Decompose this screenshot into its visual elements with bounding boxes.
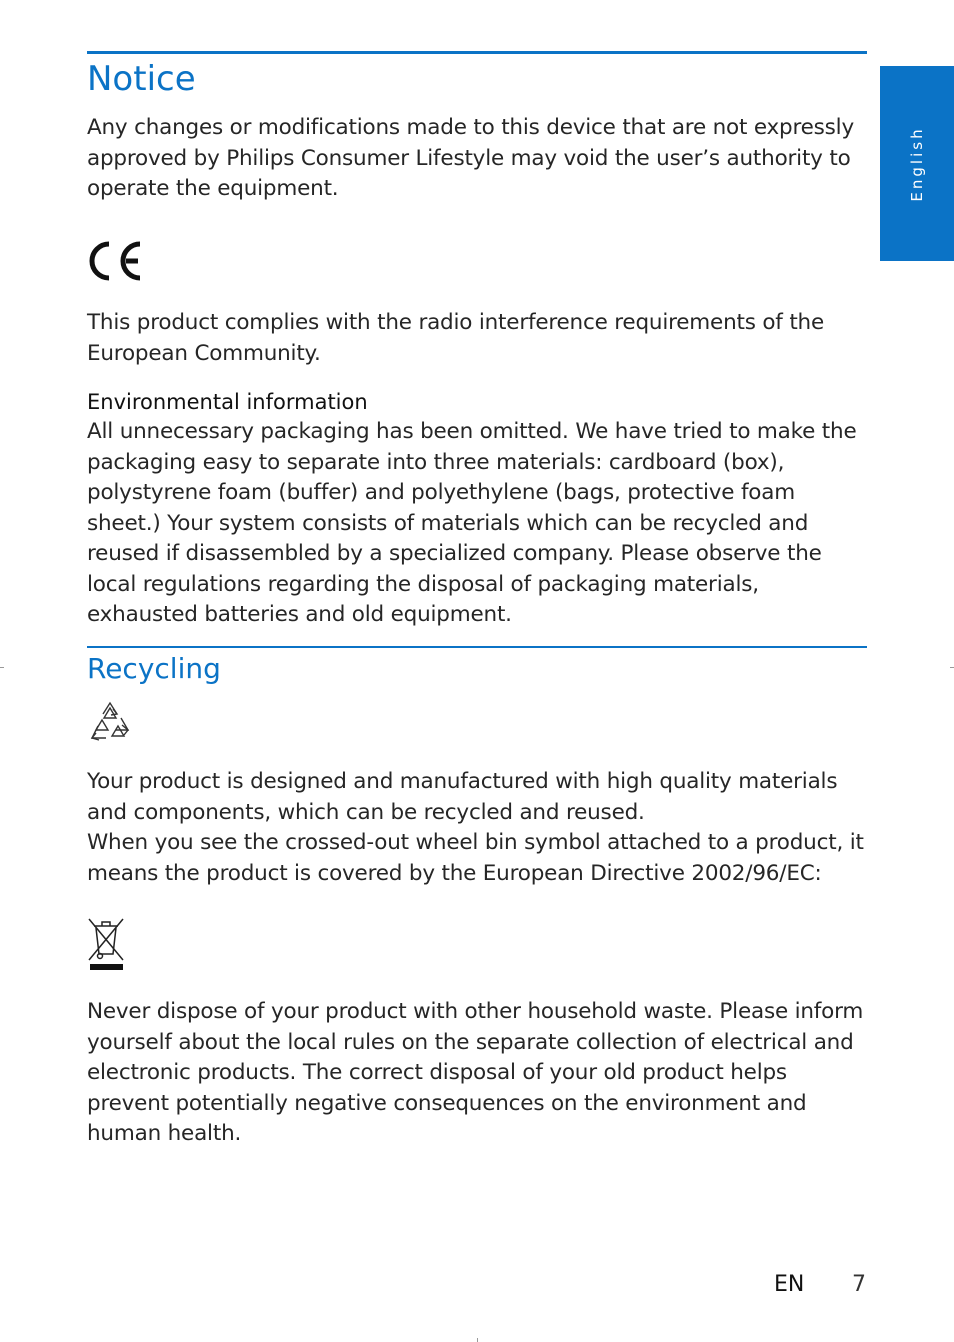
top-rule bbox=[87, 51, 867, 54]
page-number: 7 bbox=[852, 1272, 866, 1297]
crop-mark-left bbox=[0, 667, 4, 668]
ce-compliance-text: This product complies with the radio interference requirements of the European Community. bbox=[87, 310, 824, 366]
crop-mark-right bbox=[950, 667, 954, 668]
disposal-text: Never dispose of your product with other household waste. Please inform yourself about the local rules on the separate collection of electrical and electronic products. The correct disposal of your old product helps prevent potentially negative consequences on the environment and human health. bbox=[87, 999, 864, 1146]
notice-body: Any changes or modifications made to this device that are not expressly approved by Philips Consumer Lifestyle may void the user’s authority to operate the equipment. bbox=[87, 115, 854, 201]
section-rule bbox=[87, 646, 867, 648]
recycle-icon bbox=[88, 700, 132, 742]
recycling-title: Recycling bbox=[87, 652, 221, 685]
crossed-out-wheelie-bin-icon bbox=[85, 916, 127, 972]
environmental-body: All unnecessary packaging has been omitted. We have tried to make the packaging easy to separate into three materials: cardboard (box), polystyrene foam (buffer) and polyethylene (bags, protective foam sheet.) Your system consists of materials which can be recycled and reused if disassembled by a specialized company. Please observe the local regulations regarding the disposal of packaging materials, exhausted batteries and old equipment. bbox=[87, 419, 857, 627]
recycling-body: Your product is designed and manufactured with high quality materials and components, which can be recycled and reused. bbox=[87, 769, 838, 825]
crop-mark-bottom bbox=[477, 1338, 478, 1342]
ce-mark-icon bbox=[88, 240, 146, 282]
language-tab-label: English bbox=[908, 125, 926, 202]
footer-language: EN bbox=[774, 1272, 805, 1297]
language-tab bbox=[880, 66, 954, 261]
directive-text: When you see the crossed-out wheel bin symbol attached to a product, it means the product is covered by the European Directive 2002/96/EC: bbox=[87, 830, 864, 886]
environmental-heading: Environmental information bbox=[87, 390, 368, 414]
notice-title: Notice bbox=[87, 59, 196, 99]
